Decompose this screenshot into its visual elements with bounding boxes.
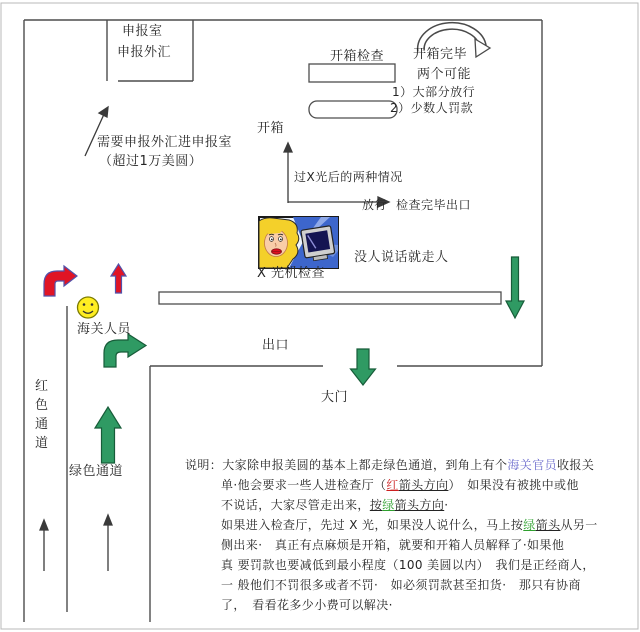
notes-text: 箭头 <box>535 518 561 532</box>
open-box-done-label: 开箱完毕 <box>413 47 468 62</box>
release-label: 放行 <box>362 198 388 212</box>
notes-line-2 <box>221 475 598 495</box>
red-channel-char: 通 <box>35 417 49 432</box>
open-box-label: 开箱 <box>257 121 285 136</box>
red-channel-char: 色 <box>35 398 49 413</box>
red-arrows <box>44 264 126 296</box>
notes-text: 按 <box>369 498 383 512</box>
notes-text: 不说话，大家尽管走出来， <box>221 498 370 512</box>
declaration-note-line1: 需要申报外汇进申报室 <box>97 135 233 150</box>
notes-text: ） 如果没有被挑中或他 <box>448 478 579 492</box>
notes-customs-officer-blue: 海关官员 <box>507 458 558 472</box>
green-arrows <box>95 257 524 463</box>
notes-text: 单·他会要求一些人进检查厅（ <box>221 478 387 492</box>
inspection-complete-exit-label: 检查完毕出口 <box>396 198 472 212</box>
possibility-2-label: 2）少数人罚款 <box>390 101 474 115</box>
notes-text: 大家除申报美圆的基本上都走绿色通道，到角上有个 <box>222 458 508 472</box>
red-channel-char: 道 <box>35 436 49 451</box>
xray-clipart-image <box>259 217 338 268</box>
conveyor-counter <box>159 292 501 304</box>
xray-outcomes-label: 过X光后的两种情况 <box>294 170 403 184</box>
notes-line-5: 侧出来· 真正有点麻烦是开箱，就要和开箱人员解释了·如果他 <box>221 538 565 552</box>
notes-text: 箭头方向 <box>398 478 449 492</box>
to-declaration-room-arrowhead <box>99 107 108 117</box>
green-channel-label: 绿色通道 <box>69 464 124 479</box>
red-channel-label <box>35 377 48 453</box>
green-down-arrow-gate-icon <box>351 349 376 385</box>
notes-red-arrow-word: 红 <box>386 478 399 492</box>
red-up-arrow-icon <box>111 264 126 293</box>
no-one-talks-label: 没人说话就走人 <box>354 250 449 265</box>
green-up-arrow-icon <box>95 407 121 463</box>
possibility-1-label: 1）大部分放行 <box>392 85 476 99</box>
red-channel-entry-arrowhead <box>40 520 48 530</box>
notes-line-6: 真 要罚款也要减低到最小程度（100 美圆以内） 我们是正经商人， <box>221 558 595 572</box>
notes-line-4 <box>221 515 598 535</box>
notes-text: 箭头方向 <box>394 498 445 512</box>
green-down-arrow-right-icon <box>506 257 524 318</box>
declaration-room-label-1: 申报室 <box>122 24 163 39</box>
xray-machine-label: X 光机检查 <box>257 266 326 281</box>
two-possibilities-label: 两个可能 <box>417 67 472 82</box>
customs-officer-label: 海关人员 <box>77 322 132 337</box>
open-box-up-arrowhead <box>284 143 292 152</box>
notes-line-8: 了， 看看花多少小费可以解决· <box>221 598 393 612</box>
notes-line-7: 一 般他们不罚很多或者不罚· 如必须罚款甚至扣货· 那只有协商 <box>221 578 581 592</box>
smiley-face-icon <box>78 297 99 318</box>
red-channel-char: 红 <box>35 379 49 394</box>
notes-prefix: 说明： <box>185 458 223 472</box>
notes-text: 从另一 <box>560 518 598 532</box>
exit-label: 出口 <box>262 338 290 353</box>
notes-green-arrow-word: 绿 <box>523 518 536 532</box>
green-channel-entry-arrowhead <box>104 515 112 525</box>
notes-line-1 <box>185 455 598 475</box>
notes-text: · <box>444 498 449 512</box>
main-gate-label: 大门 <box>321 390 349 405</box>
red-curved-arrow-icon <box>44 266 77 296</box>
green-curved-arrow-icon <box>104 334 146 367</box>
open-box-inspection-label: 开箱检查 <box>330 49 385 64</box>
declaration-note-line2: （超过1万美圆） <box>99 154 203 169</box>
notes-text: 收报关 <box>557 458 595 472</box>
declaration-room-label-2: 申报外汇 <box>117 45 172 60</box>
notes-text: 如果进入检查厅，先过 X 光，如果没人说什么，马上按 <box>221 518 524 532</box>
inspection-table-1 <box>309 64 395 82</box>
explanation-paragraph <box>185 455 598 615</box>
notes-line-3 <box>221 495 598 515</box>
notes-green-arrow-word: 绿 <box>382 498 395 512</box>
inspection-table-2-rounded <box>309 101 397 118</box>
